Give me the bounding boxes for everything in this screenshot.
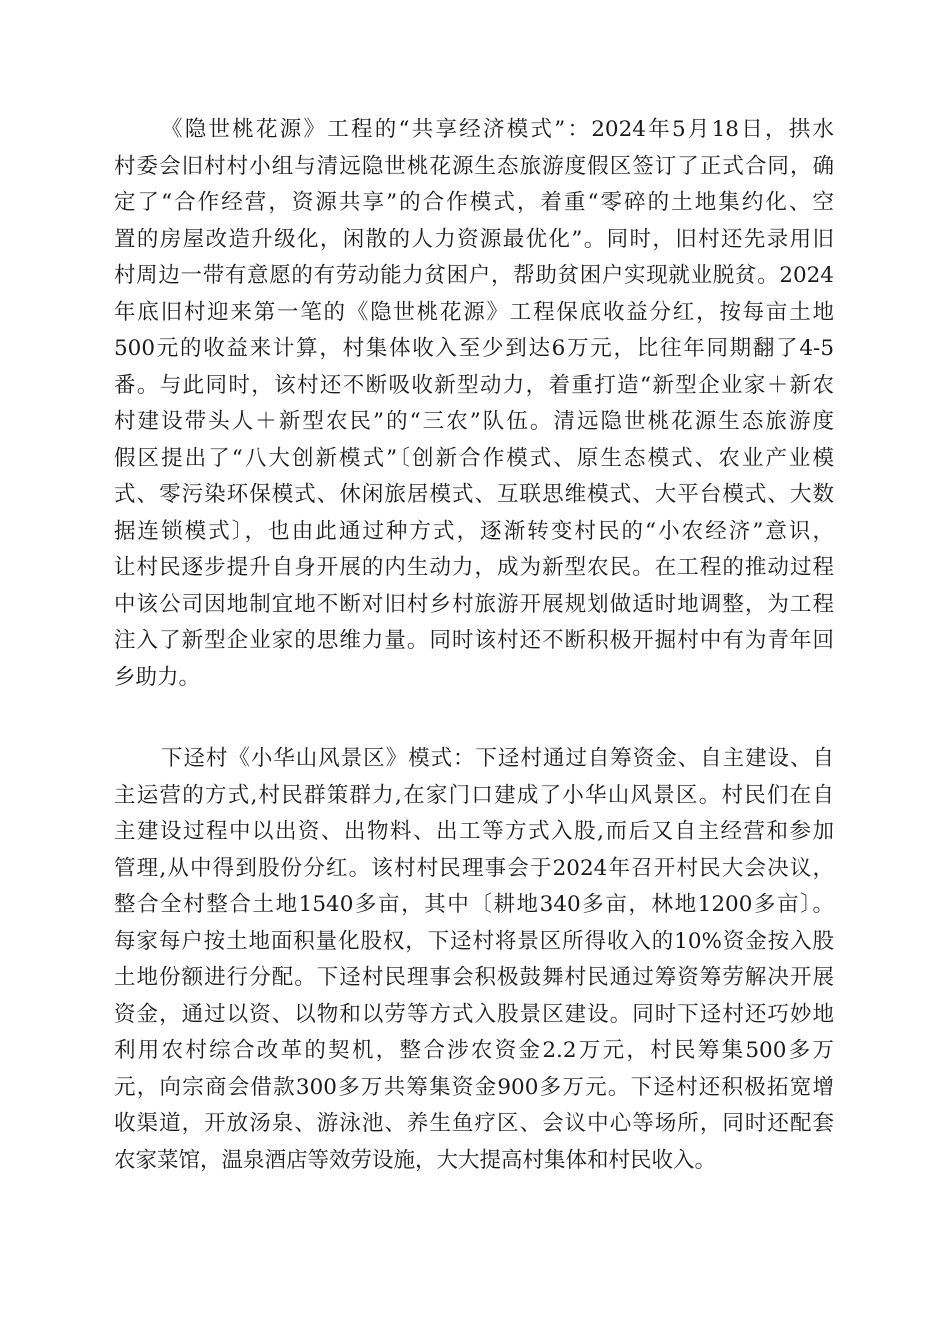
paragraph-1-line: 番。与此同时，该村还不断吸收新型动力，着重打造“新型企业家＋新农 [114,372,834,398]
paragraph-1-line: 假区提出了“八大创新模式”〔创新合作模式、原生态模式、农业产业模 [114,445,834,471]
paragraph-1-line: 注入了新型企业家的思维力量。同时该村还不断积极开掘村中有为青年回 [114,628,834,653]
paragraph-1-line: 村委会旧村村小组与清远隐世桃花源生态旅游度假区签订了正式合同，确 [114,153,834,179]
paragraph-1-line: 式、零污染环保模式、休闲旅居模式、互联思维模式、大平台模式、大数 [114,482,834,507]
paragraph-1-line: 让村民逐步提升自身开展的内生动力，成为新型农民。在工程的推动过程 [114,555,834,580]
paragraph-2-line: 元，向宗商会借款300多万共筹集资金900多万元。下迳村还积极拓宽增 [114,1074,834,1100]
paragraph-1-line: 乡助力。 [114,664,201,690]
paragraph-2-line: 整合全村整合土地1540多亩，其中〔耕地340多亩，林地1200多亩〕。 [114,892,834,917]
paragraph-2-line: 每家每户按土地面积量化股权，下迳村将景区所得收入的10%资金按入股 [114,928,834,954]
paragraph-2-line: 管理,从中得到股份分红。该村村民理事会于2024年召开村民大会决议， [114,855,834,881]
paragraph-2-line: 主运营的方式,村民群策群力,在家门口建成了小华山风景区。村民们在自 [114,782,834,808]
paragraph-1-line: 《隐世桃花源》工程的“共享经济模式”：2024年5月18日，拱水 [161,117,834,142]
paragraph-2-line: 下迳村《小华山风景区》模式：下迳村通过自筹资金、自主建设、自 [161,746,834,771]
paragraph-1-line: 置的房屋改造升级化，闲散的人力资源最优化”。同时，旧村还先录用旧 [114,226,834,252]
paragraph-2-line: 农家菜馆，温泉酒店等效劳设施，大大提高村集体和村民收入。 [114,1147,717,1173]
paragraph-1-line: 中该公司因地制宜地不断对旧村乡村旅游开展规划做适时地调整，为工程 [114,591,834,617]
paragraph-2-line: 收渠道，开放汤泉、游泳池、养生鱼疗区、会议中心等场所，同时还配套 [114,1111,834,1136]
paragraph-1-line: 村建设带头人＋新型农民”的“三农”队伍。清远隐世桃花源生态旅游度 [114,409,834,434]
paragraph-1-line: 年底旧村迎来第一笔的《隐世桃花源》工程保底收益分红，按每亩土地 [114,299,834,325]
paragraph-2-line: 主建设过程中以出资、出物料、出工等方式入股,而后又自主经营和参加 [114,819,834,844]
paragraph-1-line: 据连锁模式〕，也由此通过种方式，逐渐转变村民的“小农经济”意识， [114,518,834,544]
paragraph-1-line: 定了“合作经营，资源共享”的合作模式，着重“零碎的土地集约化、空 [114,190,834,215]
paragraph-2-line: 土地份额进行分配。下迳村民理事会积极鼓舞村民通过筹资筹劳解决开展 [114,965,834,990]
paragraph-1-line: 500元的收益来计算，村集体收入至少到达6万元，比往年同期翻了4-5 [114,336,834,361]
paragraph-2-line: 利用农村综合改革的契机，整合涉农资金2.2万元，村民筹集500多万 [114,1038,834,1063]
paragraph-1-line: 村周边一带有意愿的有劳动能力贫困户，帮助贫困户实现就业脱贫。2024 [114,263,834,288]
paragraph-2-line: 资金，通过以资、以物和以劳等方式入股景区建设。同时下迳村还巧妙地 [114,1001,834,1027]
